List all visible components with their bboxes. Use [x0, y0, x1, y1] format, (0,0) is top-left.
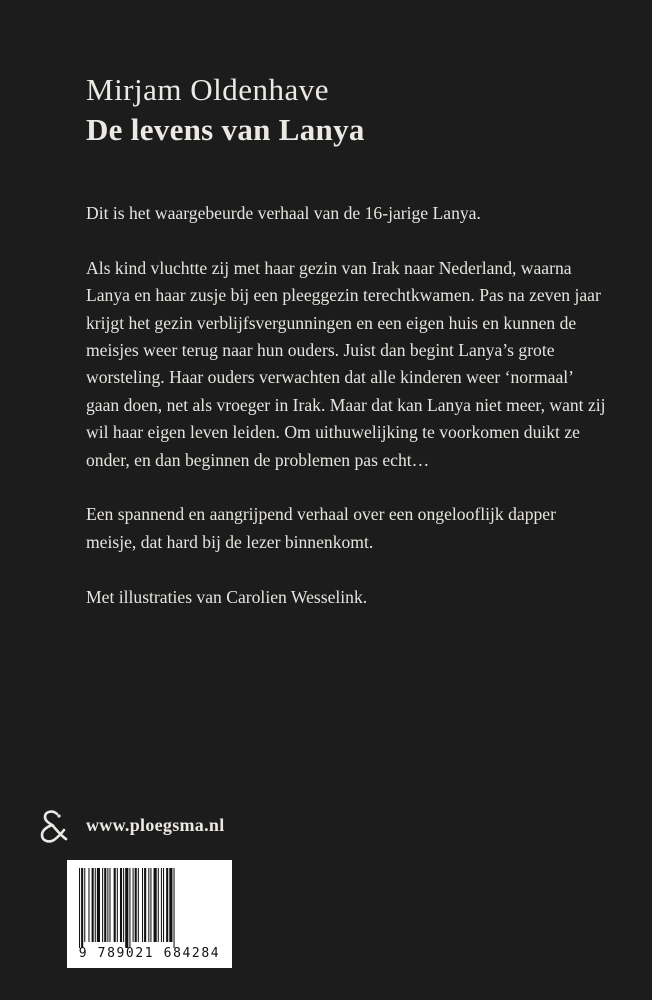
barcode-bar: [169, 868, 172, 942]
barcode-bar: [104, 868, 106, 942]
blurb-illustrations: Met illustraties van Carolien Wesselink.: [86, 586, 368, 607]
barcode-bar: [107, 868, 108, 942]
barcode-bar: [123, 868, 124, 942]
barcode-bar: [81, 868, 83, 948]
barcode-bar: [92, 868, 94, 942]
author-name: Mirjam Oldenhave: [86, 72, 330, 107]
barcode-bar: [120, 868, 122, 942]
barcode-bar: [161, 868, 162, 942]
barcode-bar: [148, 868, 149, 942]
barcode-bar: [79, 868, 80, 948]
barcode-bar: [154, 868, 157, 942]
barcode-bar: [109, 868, 110, 942]
barcode-bar: [163, 868, 164, 942]
barcode-bar: [174, 868, 175, 948]
barcode-bar: [166, 868, 168, 942]
blurb-story: Als kind vluchtte zij met haar gezin van Irak naar Nederland, waarna Lanya en haar zusje bij een pleeggezin terechtkwamen. Pas na zeven jaar krijgt het gezin verblijfsvergunningen en een eigen huis en kunnen de meisjes weer terug naar hun ouders. Juist dan begint Lanya’s grote worsteling. Haar ouders verwachten dat alle kinderen weer ‘normaal’ gaan doen, net als vroeger in Irak. Maar dat kan Lanya niet meer, want zij wil haar eigen leven leiden. Om uithuwelijking te voorkomen duikt ze onder, en dan beginnen de problemen pas echt…: [86, 257, 606, 470]
barcode-bar: [138, 868, 139, 942]
isbn-digits: 9 789021 684284: [78, 946, 221, 961]
blurb-intro: Dit is het waargebeurde verhaal van de 16-jarige Lanya.: [86, 203, 481, 223]
blurb: [86, 200, 606, 638]
barcode-bar: [97, 868, 100, 942]
barcode-bar: [142, 868, 143, 942]
barcode-bar: [117, 868, 118, 942]
barcode-bar: [129, 868, 130, 948]
blurb-praise: Een spannend en aangrijpend verhaal over een ongelooflijk dapper meisje, dat hard bij de lezer binnenkomt.: [86, 504, 556, 552]
barcode-bar: [158, 868, 159, 942]
ampersand-logo-icon: [35, 808, 71, 844]
barcode-bar: [114, 868, 116, 942]
barcode-bar: [144, 868, 146, 942]
isbn-barcode: [67, 860, 232, 968]
barcode-bar: [102, 868, 103, 942]
barcode-bar: [150, 868, 151, 942]
barcode-bars: [67, 860, 232, 950]
barcode-bar: [135, 868, 137, 942]
publisher-website: www.ploegsma.nl: [86, 815, 225, 835]
barcode-bar: [133, 868, 134, 942]
barcode-bar: [95, 868, 96, 942]
barcode-bar: [125, 868, 128, 948]
barcode-bar: [88, 868, 89, 942]
barcode-bar: [84, 868, 85, 942]
book-title: De levens van Lanya: [86, 112, 365, 147]
